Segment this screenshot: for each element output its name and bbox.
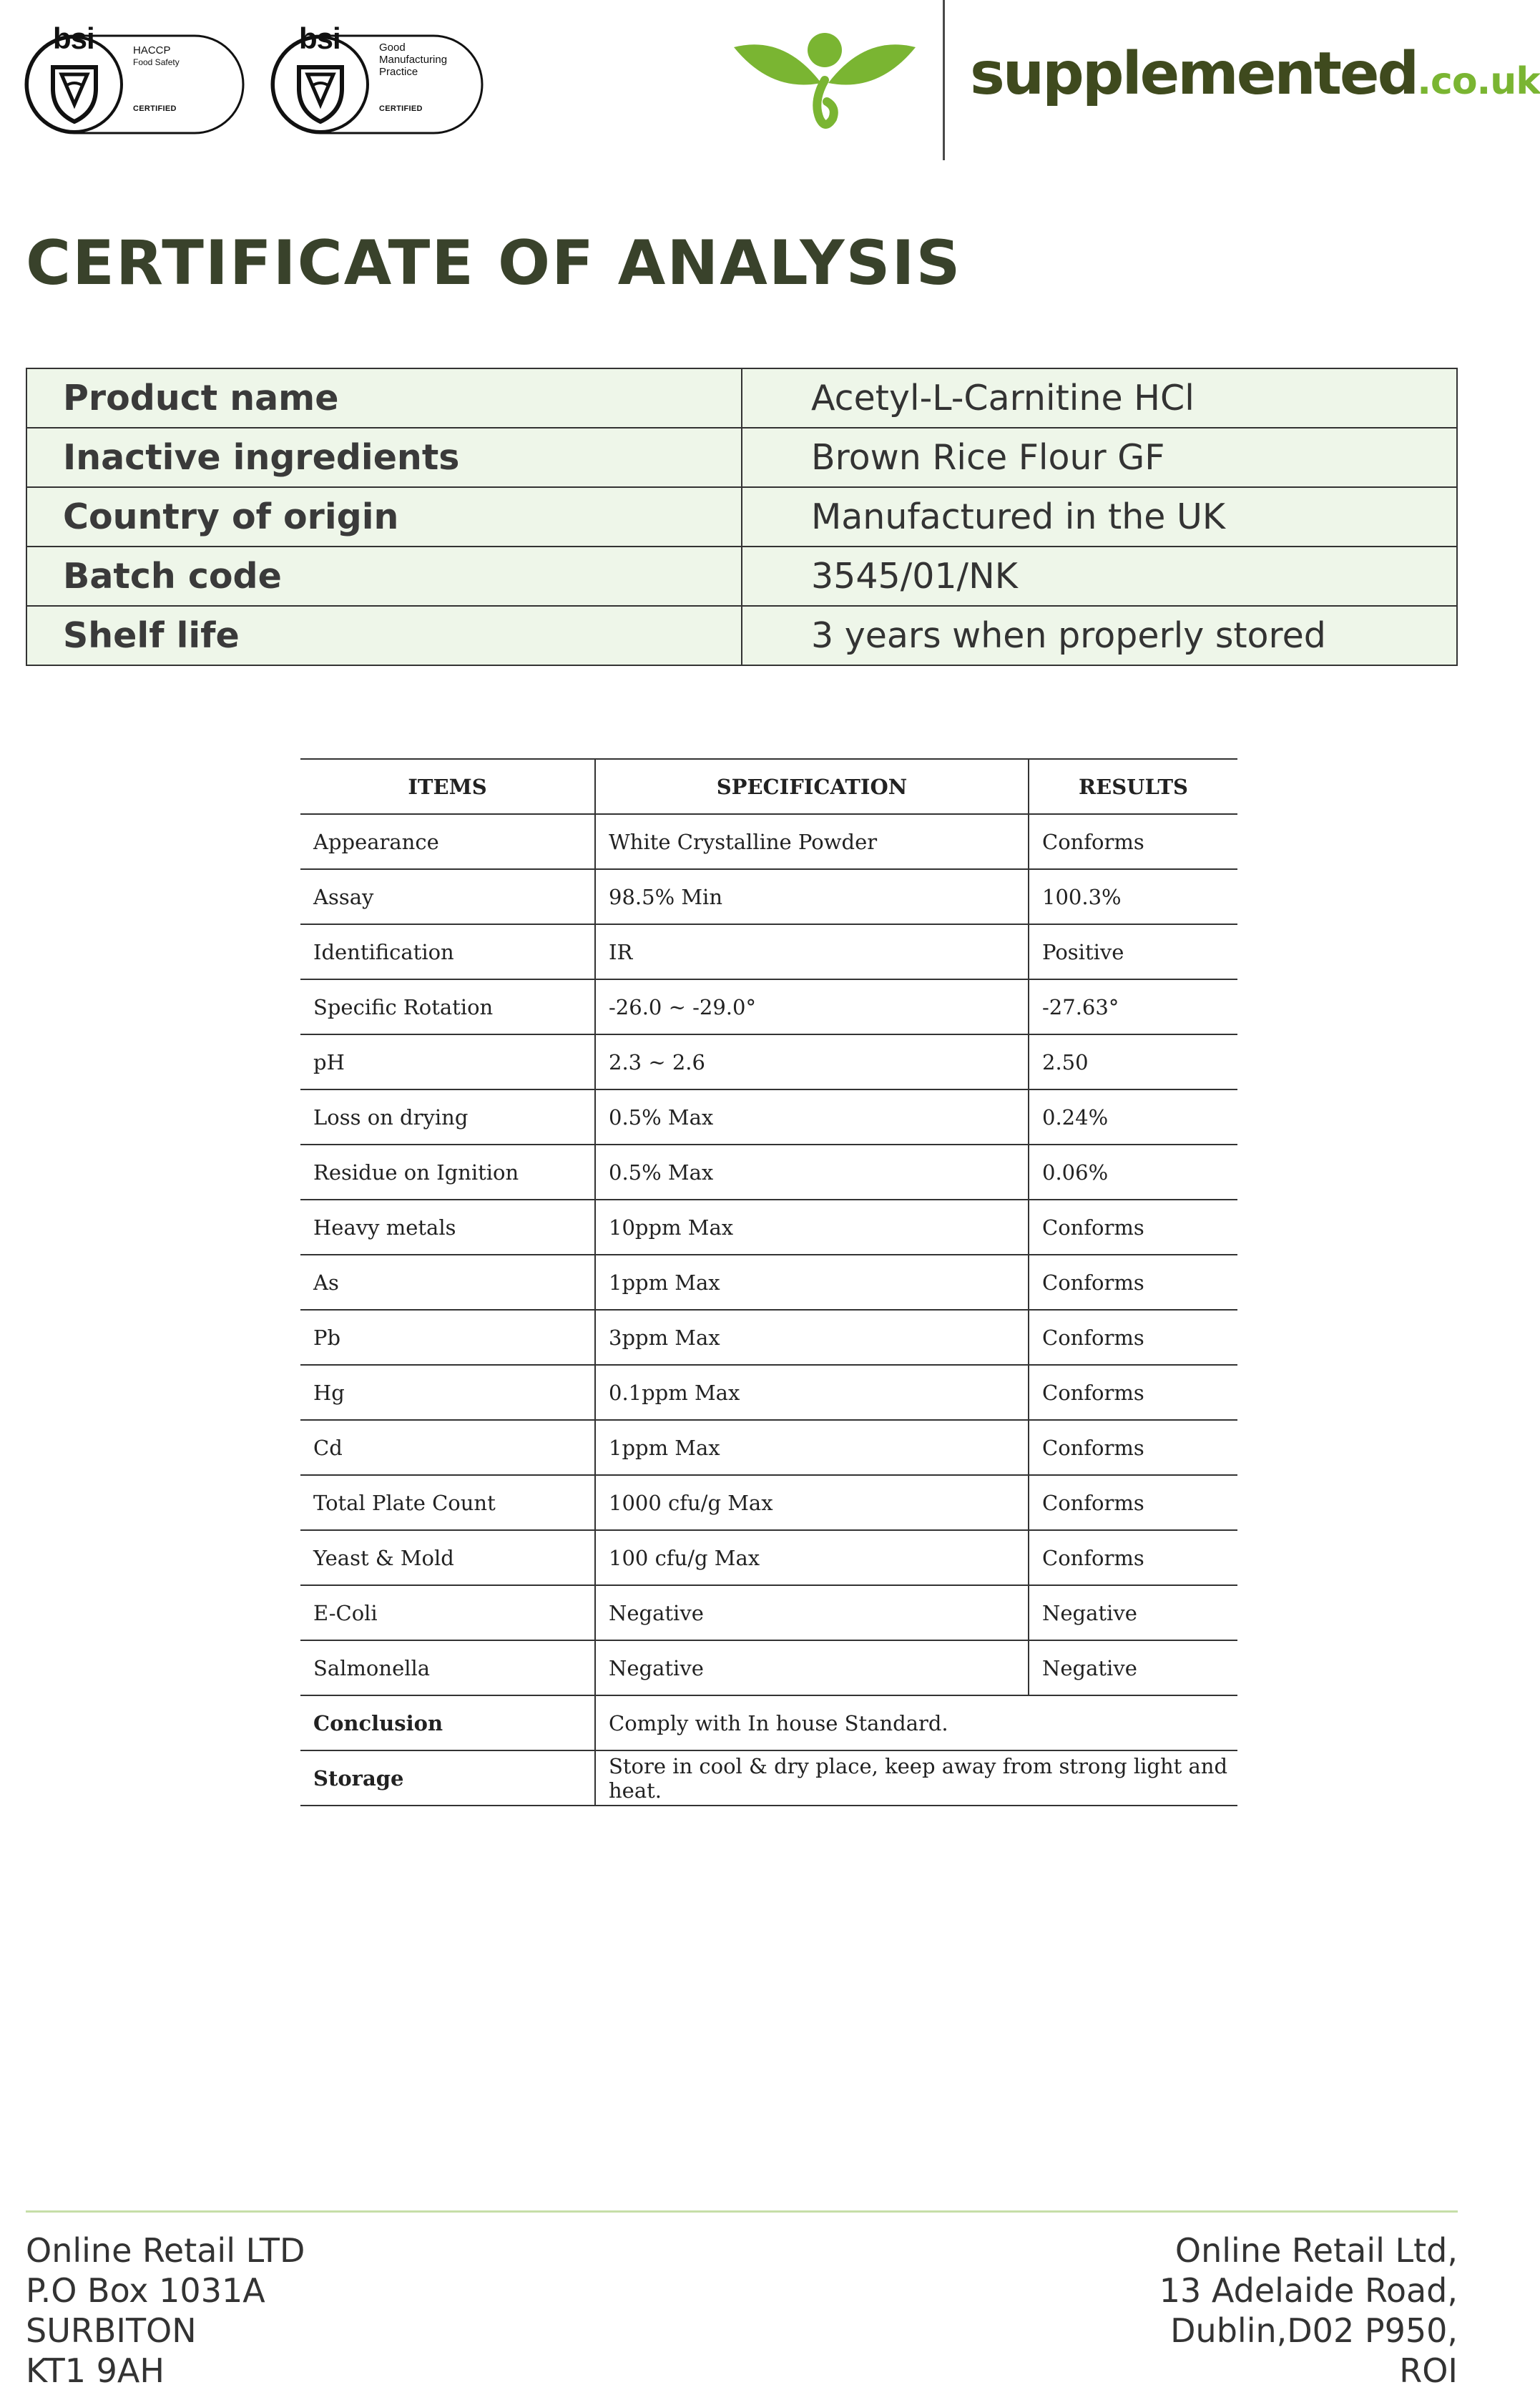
address-line: Online Retail Ltd, [1174,2231,1458,2270]
info-value: Acetyl-L-Carnitine HCl [742,368,1457,428]
supplemented-logo [970,40,1540,108]
spec-specification: 0.1ppm Max [595,1365,1029,1420]
address-line: ROI [1399,2351,1458,2390]
product-info-row [26,487,1457,547]
spec-result: -27.63° [1029,979,1237,1034]
spec-specification: Negative [595,1585,1029,1640]
spec-item: Hg [300,1365,595,1420]
spec-item: Heavy metals [300,1200,595,1255]
product-info-row [26,368,1457,428]
logo-name: supplemented [970,40,1418,108]
address-line: P.O Box 1031A [26,2271,265,2310]
spec-result: 0.06% [1029,1145,1237,1200]
spec-row [300,979,1237,1034]
product-info-row [26,428,1457,487]
spec-item: Identification [300,924,595,979]
spec-item: Loss on drying [300,1089,595,1145]
gmp-certified-badge [270,20,485,134]
spec-result: Conforms [1029,1475,1237,1530]
spec-result: Conforms [1029,1200,1237,1255]
logo-tld: .co.uk [1417,60,1540,103]
spec-specification: 2.3 ~ 2.6 [595,1034,1029,1089]
spec-row [300,1640,1237,1695]
spec-item: As [300,1255,595,1310]
spec-specification: 3ppm Max [595,1310,1029,1365]
badge-line: Practice [379,66,418,78]
bsi-wordmark: bsi [299,21,340,55]
spec-item: Specific Rotation [300,979,595,1034]
spec-specification: 0.5% Max [595,1145,1029,1200]
spec-result: Conforms [1029,1530,1237,1585]
specification-header: SPECIFICATION [595,759,1029,814]
spec-result: Negative [1029,1585,1237,1640]
info-label: Shelf life [26,606,742,665]
spec-result: Conforms [1029,1365,1237,1420]
spec-item: E-Coli [300,1585,595,1640]
specification-table [300,758,1237,1806]
spec-row [300,869,1237,924]
conclusion-label: Conclusion [300,1695,595,1750]
spec-row [300,1365,1237,1420]
spec-result: 0.24% [1029,1089,1237,1145]
spec-row [300,1475,1237,1530]
spec-row [300,1200,1237,1255]
spec-row [300,924,1237,979]
spec-result: Negative [1029,1640,1237,1695]
badge-line: HACCP [133,44,171,57]
info-label: Country of origin [26,487,742,547]
spec-row [300,1530,1237,1585]
badge-text [379,41,447,78]
spec-item: Appearance [300,814,595,869]
info-label: Batch code [26,547,742,606]
spec-row [300,1310,1237,1365]
info-value: Brown Rice Flour GF [742,428,1457,487]
badge-line: Food Safety [133,57,180,67]
spec-specification: Negative [595,1640,1029,1695]
spec-specification: 1000 cfu/g Max [595,1475,1029,1530]
spec-item: Assay [300,869,595,924]
address-line: Online Retail LTD [26,2231,305,2270]
spec-item: Cd [300,1420,595,1475]
product-info-row [26,547,1457,606]
spec-specification: -26.0 ~ -29.0° [595,979,1029,1034]
info-value: 3 years when properly stored [742,606,1457,665]
info-label: Inactive ingredients [26,428,742,487]
spec-header-row [300,759,1237,814]
address-line: KT1 9AH [26,2351,165,2390]
spec-result: Conforms [1029,814,1237,869]
ireland-address [1159,2230,1458,2391]
spec-item: Salmonella [300,1640,595,1695]
badge-status: CERTIFIED [379,104,423,113]
address-line: 13 Adelaide Road, [1159,2271,1458,2310]
info-value: Manufactured in the UK [742,487,1457,547]
spec-row [300,1585,1237,1640]
page-title: CERTIFICATE OF ANALYSIS [26,227,962,299]
conclusion-row [300,1695,1237,1750]
info-label: Product name [26,368,742,428]
logo-divider [943,0,945,160]
spec-row [300,1145,1237,1200]
product-info-row [26,606,1457,665]
spec-specification: 1ppm Max [595,1255,1029,1310]
spec-result: Conforms [1029,1255,1237,1310]
spec-specification: White Crystalline Powder [595,814,1029,869]
spec-row [300,1089,1237,1145]
info-value: 3545/01/NK [742,547,1457,606]
footer-divider [26,2210,1458,2213]
results-header: RESULTS [1029,759,1237,814]
spec-result: Conforms [1029,1420,1237,1475]
product-info-table [26,368,1458,666]
spec-specification: 1ppm Max [595,1420,1029,1475]
spec-row [300,814,1237,869]
spec-specification: IR [595,924,1029,979]
spec-result: 2.50 [1029,1034,1237,1089]
spec-item: Yeast & Mold [300,1530,595,1585]
spec-specification: 100 cfu/g Max [595,1530,1029,1585]
storage-label: Storage [300,1750,595,1806]
address-line: SURBITON [26,2311,197,2350]
leaf-sprout-icon [728,27,921,134]
spec-item: pH [300,1034,595,1089]
spec-row [300,1034,1237,1089]
spec-item: Total Plate Count [300,1475,595,1530]
uk-address [26,2230,305,2391]
storage-text: Store in cool & dry place, keep away from strong light and heat. [595,1750,1237,1806]
storage-row [300,1750,1237,1806]
spec-result: Positive [1029,924,1237,979]
badge-line: Good [379,41,406,54]
items-header: ITEMS [300,759,595,814]
conclusion-text: Comply with In house Standard. [595,1695,1237,1750]
bsi-wordmark: bsi [53,21,94,55]
spec-item: Pb [300,1310,595,1365]
spec-result: Conforms [1029,1310,1237,1365]
badge-line: Manufacturing [379,54,448,66]
spec-specification: 0.5% Max [595,1089,1029,1145]
haccp-certified-badge [24,20,246,134]
spec-result: 100.3% [1029,869,1237,924]
badge-status: CERTIFIED [133,104,177,113]
spec-row [300,1255,1237,1310]
badge-text [133,44,180,69]
spec-item: Residue on Ignition [300,1145,595,1200]
address-line: Dublin,D02 P950, [1170,2311,1458,2350]
spec-row [300,1420,1237,1475]
spec-specification: 98.5% Min [595,869,1029,924]
spec-specification: 10ppm Max [595,1200,1029,1255]
